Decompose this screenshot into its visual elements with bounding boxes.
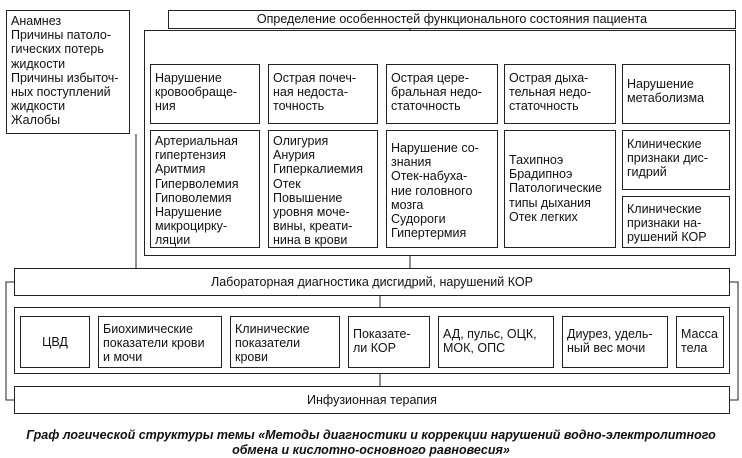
- acid-base-signs: Клинические признаки на- рушений КОР: [622, 196, 730, 248]
- cerebral-head: Острая цере- бральная недо- статочность: [386, 64, 498, 124]
- lab-item-hemodynamics: АД, пульс, ОЦК, МОК, ОПС: [438, 316, 554, 368]
- cerebral-body: Нарушение со- знания Отек-набуха- ние головного мозга Судороги Гипертермия: [386, 130, 498, 248]
- respiratory-body: Тахипноэ Брадипноэ Патологические типы дыхания Отек легких: [504, 130, 616, 248]
- lab-item-diuresis: Диурез, удель- ный вес мочи: [562, 316, 668, 368]
- caption-line-1: Граф логической структуры темы «Методы диагностики и коррекции нарушений водно-электролитного: [26, 428, 716, 442]
- lab-item-body-mass: Масса тела: [676, 316, 724, 368]
- anamnesis-box: Анамнез Причины патоло- гических потерь жидкости Причины избыточ- ных поступлений жидкости Жалобы: [6, 10, 130, 134]
- renal-body: Олигурия Анурия Гиперкалиемия Отек Повышение уровня моче- вины, креати- нина в крови: [268, 130, 378, 248]
- infusion-therapy: Инфузионная терапия: [14, 386, 730, 414]
- circulation-head: Нарушение кровообраще- ния: [150, 64, 260, 124]
- lab-item-blood-count: Клинические показатели крови: [230, 316, 340, 368]
- lab-diagnostics-title: Лабораторная диагностика дисгидрий, нарушений КОР: [14, 268, 730, 296]
- dyshydria-signs: Клинические признаки дис- гидрий: [622, 130, 730, 190]
- lab-item-acid-base: Показате- ли КОР: [348, 316, 430, 368]
- circulation-body: Артериальная гипертензия Аритмия Гиперволемия Гиповолемия Нарушение микроцирку- ляции: [150, 130, 260, 248]
- functional-state-title: Определение особенностей функционального состояния пациента: [168, 10, 736, 29]
- lab-item-biochemistry: Биохимические показатели крови и мочи: [98, 316, 222, 368]
- metabolism-head: Нарушение метаболизма: [622, 64, 730, 124]
- lab-item-cvp: ЦВД: [20, 316, 90, 368]
- respiratory-head: Острая дыха- тельная недо- статочность: [504, 64, 616, 124]
- caption-line-2: обмена и кислотно-основного равновесия»: [232, 443, 510, 457]
- figure-caption: [0, 428, 742, 458]
- renal-head: Острая почеч- ная недоста- точность: [268, 64, 378, 124]
